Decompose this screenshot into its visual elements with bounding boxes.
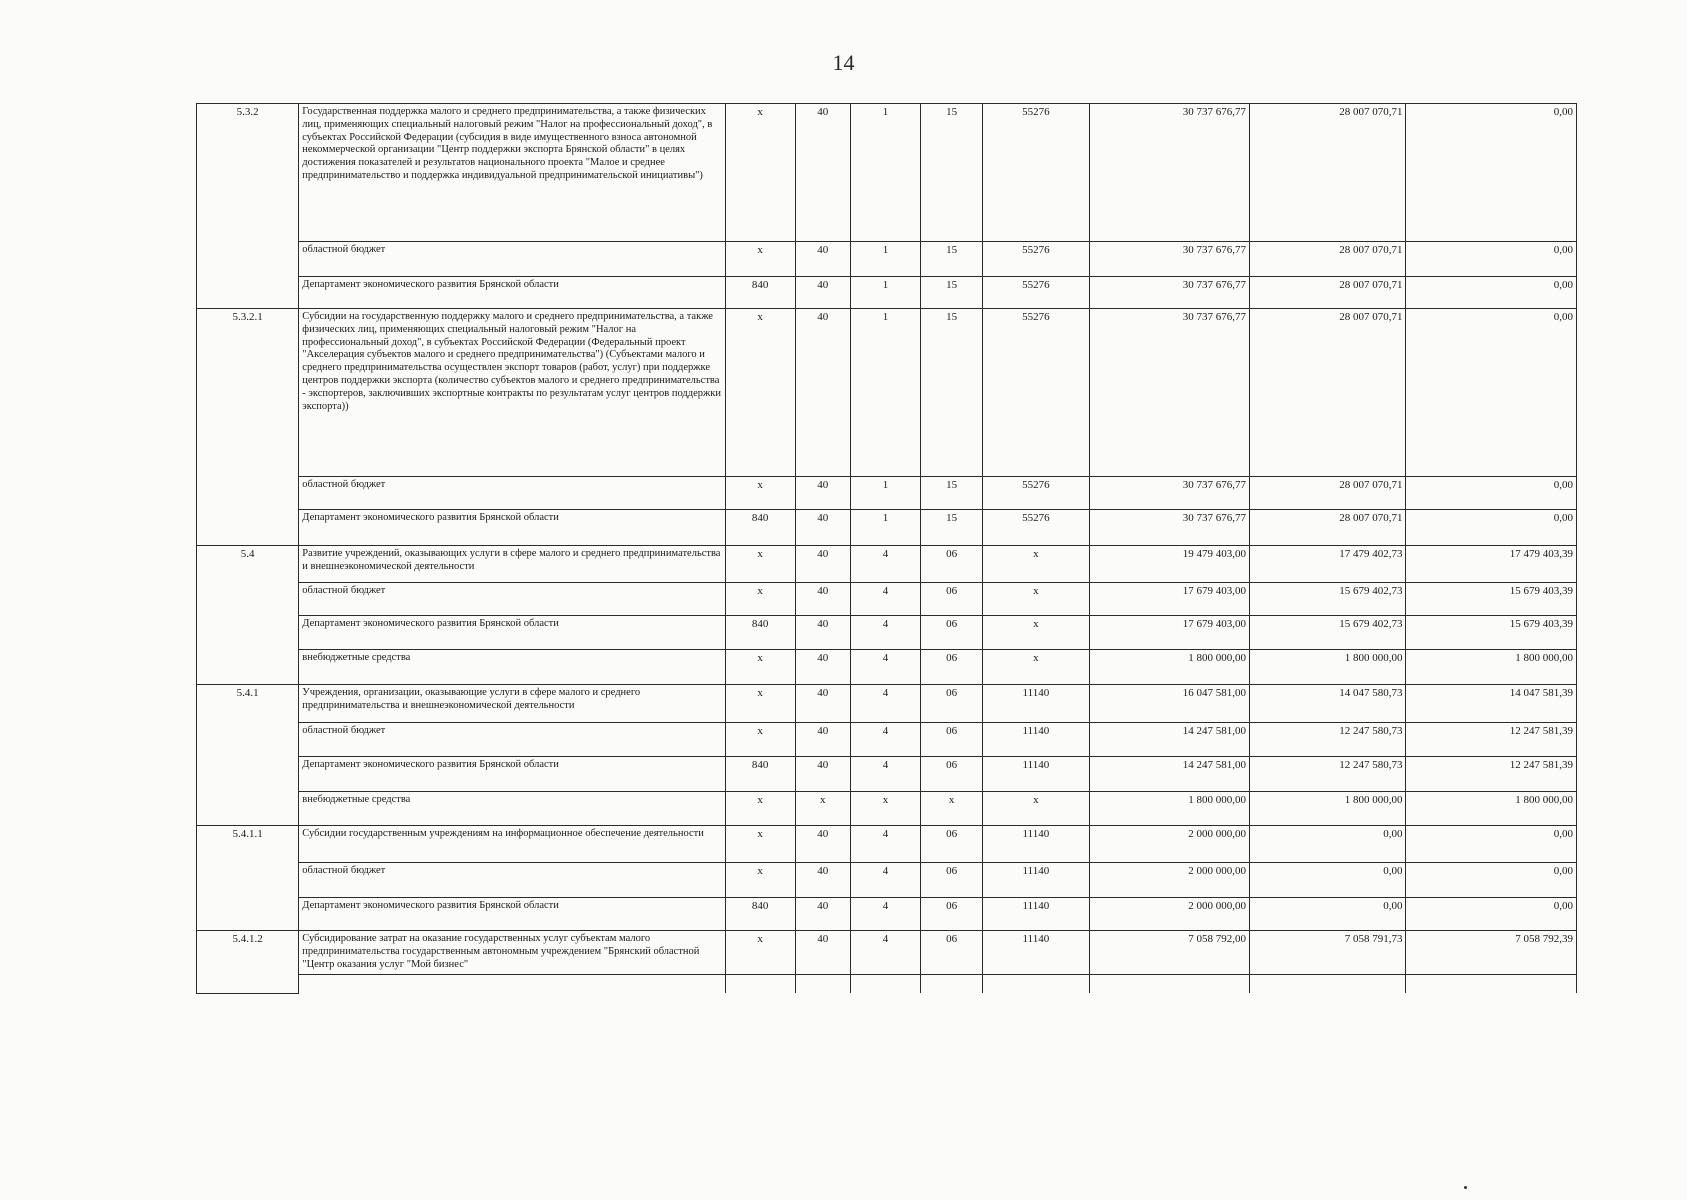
row-description: Департамент экономического развития Брянской области [299,616,725,650]
code-pp: 40 [795,863,850,898]
amount-year-3: 15 679 403,39 [1406,583,1577,616]
code-sub: 06 [921,863,983,898]
continued-cell [1089,975,1249,994]
amount-year-2: 1 800 000,00 [1250,792,1406,826]
amount-year-2: 12 247 580,73 [1250,723,1406,757]
code-osn: 4 [850,863,920,898]
amount-year-1: 7 058 792,00 [1089,931,1249,975]
code-gp: x [725,650,795,685]
code-gp: x [725,826,795,863]
code-direction: 11140 [983,826,1089,863]
amount-year-1: 14 247 581,00 [1089,723,1249,757]
scan-speck [1464,1186,1467,1189]
amount-year-2: 28 007 070,71 [1250,242,1406,277]
row-number: 5.4.1.1 [197,826,299,931]
code-sub: 15 [921,104,983,242]
code-osn: 4 [850,616,920,650]
amount-year-3: 1 800 000,00 [1406,650,1577,685]
amount-year-1: 30 737 676,77 [1089,104,1249,242]
table-row [197,650,1577,685]
amount-year-3: 0,00 [1406,477,1577,510]
amount-year-2: 15 679 402,73 [1250,616,1406,650]
table-row [197,931,1577,975]
continued-cell [1406,975,1577,994]
code-direction: 11140 [983,863,1089,898]
code-sub: 06 [921,757,983,792]
amount-year-3: 12 247 581,39 [1406,757,1577,792]
amount-year-1: 2 000 000,00 [1089,863,1249,898]
continued-cell [850,975,920,994]
code-pp: 40 [795,510,850,546]
code-osn: x [850,792,920,826]
code-pp: 40 [795,757,850,792]
code-gp: x [725,685,795,723]
amount-year-3: 1 800 000,00 [1406,792,1577,826]
code-gp: 840 [725,510,795,546]
continued-cell [795,975,850,994]
table-row [197,898,1577,931]
code-pp: x [795,792,850,826]
code-sub: 15 [921,242,983,277]
code-gp: 840 [725,277,795,309]
table-row [197,583,1577,616]
code-gp: 840 [725,757,795,792]
code-sub: 06 [921,616,983,650]
code-direction: 55276 [983,510,1089,546]
code-gp: x [725,931,795,975]
amount-year-1: 30 737 676,77 [1089,477,1249,510]
code-osn: 1 [850,277,920,309]
row-description: Департамент экономического развития Брянской области [299,898,725,931]
code-pp: 40 [795,650,850,685]
code-pp: 40 [795,931,850,975]
code-sub: 06 [921,546,983,583]
code-direction: 55276 [983,242,1089,277]
amount-year-2: 0,00 [1250,826,1406,863]
table-row [197,826,1577,863]
code-pp: 40 [795,309,850,477]
amount-year-3: 17 479 403,39 [1406,546,1577,583]
code-gp: x [725,583,795,616]
code-direction: 11140 [983,685,1089,723]
code-osn: 4 [850,898,920,931]
amount-year-3: 0,00 [1406,309,1577,477]
code-osn: 1 [850,104,920,242]
code-sub: 06 [921,685,983,723]
code-pp: 40 [795,477,850,510]
amount-year-1: 14 247 581,00 [1089,757,1249,792]
row-description: Департамент экономического развития Брянской области [299,510,725,546]
row-description: областной бюджет [299,477,725,510]
code-osn: 4 [850,757,920,792]
table-row [197,277,1577,309]
amount-year-2: 28 007 070,71 [1250,104,1406,242]
table-row [197,616,1577,650]
amount-year-1: 2 000 000,00 [1089,898,1249,931]
row-description: Субсидии государственным учреждениям на информационное обеспечение деятельности [299,826,725,863]
code-pp: 40 [795,242,850,277]
row-description: внебюджетные средства [299,650,725,685]
row-description: областной бюджет [299,583,725,616]
amount-year-1: 30 737 676,77 [1089,242,1249,277]
code-sub: 06 [921,826,983,863]
table-row [197,723,1577,757]
code-gp: x [725,792,795,826]
code-osn: 1 [850,477,920,510]
amount-year-1: 30 737 676,77 [1089,510,1249,546]
code-sub: 06 [921,723,983,757]
code-gp: x [725,477,795,510]
code-gp: 840 [725,616,795,650]
code-sub: 06 [921,583,983,616]
code-direction: x [983,583,1089,616]
amount-year-1: 1 800 000,00 [1089,650,1249,685]
amount-year-2: 28 007 070,71 [1250,277,1406,309]
row-number: 5.3.2 [197,104,299,309]
amount-year-2: 15 679 402,73 [1250,583,1406,616]
row-description: Учреждения, организации, оказывающие услуги в сфере малого и среднего предпринимательства и внешнеэкономической деятельности [299,685,725,723]
table-row [197,757,1577,792]
row-description: Субсидии на государственную поддержку малого и среднего предпринимательства, а также физических лиц, применяющих специальный налоговый режим "Налог на профессиональный доход", в субъектах Российской Федерации (Федеральный проект "Акселерация субъектов малого и среднего предпринимательства") (Субъектами малого и среднего предпринимательства осуществлен экспорт товаров (работ, услуг) при поддержке центров поддержки экспорта (количество субъектов малого и среднего предпринимательства - экспортеров, заключивших экспортные контракты по результатам услуг центров поддержки экспорта)) [299,309,725,477]
continued-cell [725,975,795,994]
code-osn: 4 [850,546,920,583]
amount-year-3: 15 679 403,39 [1406,616,1577,650]
code-direction: 55276 [983,309,1089,477]
code-gp: x [725,104,795,242]
amount-year-2: 28 007 070,71 [1250,309,1406,477]
code-pp: 40 [795,277,850,309]
amount-year-2: 28 007 070,71 [1250,477,1406,510]
amount-year-3: 7 058 792,39 [1406,931,1577,975]
amount-year-1: 1 800 000,00 [1089,792,1249,826]
table-row [197,792,1577,826]
row-description: Субсидирование затрат на оказание государственных услуг субъектам малого предпринимательства государственным автономным учреждением "Брянский областной "Центр оказания услуг "Мой бизнес" [299,931,725,975]
code-pp: 40 [795,898,850,931]
row-description: внебюджетные средства [299,792,725,826]
continued-cell [299,975,725,994]
code-direction: 55276 [983,104,1089,242]
amount-year-2: 12 247 580,73 [1250,757,1406,792]
amount-year-2: 0,00 [1250,863,1406,898]
amount-year-3: 0,00 [1406,510,1577,546]
table-row [197,510,1577,546]
code-sub: 15 [921,309,983,477]
amount-year-2: 1 800 000,00 [1250,650,1406,685]
code-sub: 15 [921,510,983,546]
table-row [197,685,1577,723]
page-number: 14 [832,50,855,75]
budget-table [196,103,1577,994]
code-sub: 06 [921,898,983,931]
amount-year-1: 16 047 581,00 [1089,685,1249,723]
code-pp: 40 [795,104,850,242]
row-description: областной бюджет [299,723,725,757]
code-osn: 1 [850,309,920,477]
amount-year-3: 0,00 [1406,104,1577,242]
row-description: Департамент экономического развития Брянской области [299,277,725,309]
code-osn: 4 [850,723,920,757]
continued-cell [1250,975,1406,994]
code-sub: 06 [921,931,983,975]
amount-year-3: 0,00 [1406,863,1577,898]
amount-year-3: 0,00 [1406,826,1577,863]
table-row [197,863,1577,898]
code-direction: 11140 [983,931,1089,975]
code-direction: 55276 [983,277,1089,309]
table-row [197,546,1577,583]
code-pp: 40 [795,583,850,616]
row-description: Департамент экономического развития Брянской области [299,757,725,792]
amount-year-3: 0,00 [1406,242,1577,277]
code-direction: 11140 [983,898,1089,931]
row-description: областной бюджет [299,863,725,898]
code-gp: 840 [725,898,795,931]
row-number: 5.4.1 [197,685,299,826]
row-description: областной бюджет [299,242,725,277]
row-number: 5.4 [197,546,299,685]
continued-cell [983,975,1089,994]
row-number: 5.4.1.2 [197,931,299,994]
code-sub: x [921,792,983,826]
code-osn: 4 [850,650,920,685]
amount-year-3: 12 247 581,39 [1406,723,1577,757]
code-direction: 11140 [983,757,1089,792]
code-pp: 40 [795,685,850,723]
amount-year-2: 14 047 580,73 [1250,685,1406,723]
code-osn: 4 [850,583,920,616]
code-gp: x [725,723,795,757]
table-body [197,104,1577,994]
amount-year-3: 0,00 [1406,277,1577,309]
code-pp: 40 [795,546,850,583]
row-description: Государственная поддержка малого и среднего предпринимательства, а также физических лиц, применяющих специальный налоговый режим "Налог на профессиональный доход", в субъектах Российской Федерации (субсидия в виде имущественного взноса автономной некоммерческой организации "Центр поддержки экспорта Брянской области" в целях достижения показателей и результатов национального проекта "Малое и среднее предпринимательство и поддержка индивидуальной предпринимательской инициативы") [299,104,725,242]
amount-year-3: 14 047 581,39 [1406,685,1577,723]
code-direction: x [983,546,1089,583]
code-pp: 40 [795,723,850,757]
code-pp: 40 [795,616,850,650]
amount-year-1: 30 737 676,77 [1089,277,1249,309]
code-osn: 4 [850,826,920,863]
amount-year-1: 17 679 403,00 [1089,616,1249,650]
code-osn: 1 [850,510,920,546]
amount-year-3: 0,00 [1406,898,1577,931]
code-direction: x [983,792,1089,826]
continued-cell [921,975,983,994]
amount-year-1: 17 679 403,00 [1089,583,1249,616]
code-sub: 06 [921,650,983,685]
amount-year-1: 30 737 676,77 [1089,309,1249,477]
amount-year-1: 2 000 000,00 [1089,826,1249,863]
code-sub: 15 [921,277,983,309]
code-gp: x [725,242,795,277]
code-direction: 55276 [983,477,1089,510]
code-pp: 40 [795,826,850,863]
code-gp: x [725,863,795,898]
code-direction: x [983,616,1089,650]
amount-year-2: 17 479 402,73 [1250,546,1406,583]
table-row-continued [197,975,1577,994]
amount-year-1: 19 479 403,00 [1089,546,1249,583]
table-row [197,477,1577,510]
code-direction: x [983,650,1089,685]
table-row [197,104,1577,242]
row-description: Развитие учреждений, оказывающих услуги в сфере малого и среднего предпринимательства и внешнеэкономической деятельности [299,546,725,583]
row-number: 5.3.2.1 [197,309,299,546]
table-row [197,309,1577,477]
code-osn: 1 [850,242,920,277]
amount-year-2: 7 058 791,73 [1250,931,1406,975]
code-osn: 4 [850,685,920,723]
code-gp: x [725,546,795,583]
amount-year-2: 0,00 [1250,898,1406,931]
code-gp: x [725,309,795,477]
code-osn: 4 [850,931,920,975]
code-sub: 15 [921,477,983,510]
amount-year-2: 28 007 070,71 [1250,510,1406,546]
code-direction: 11140 [983,723,1089,757]
table-row [197,242,1577,277]
